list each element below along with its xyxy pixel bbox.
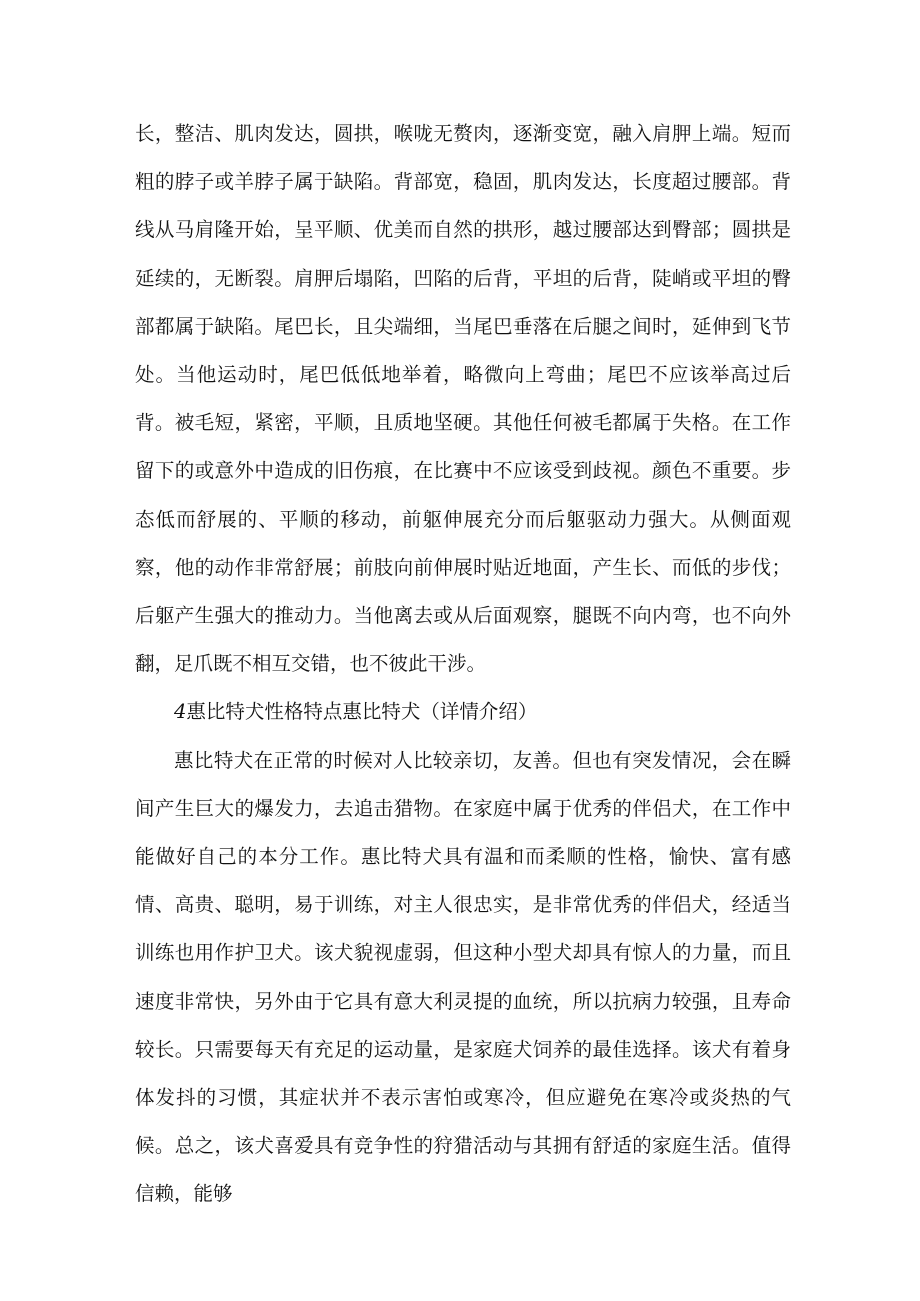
body-paragraph-physical-standard: 长，整洁、肌肉发达，圆拱，喉咙无赘肉，逐渐变宽，融入肩胛上端。短而粗的脖子或羊脖子属于缺陷。背部宽，稳固，肌肉发达，长度超过腰部。背线从马肩隆开始，呈平顺、优美而自然的拱形，越过腰部达到臀部；圆拱是延续的，无断裂。肩胛后塌陷，凹陷的后背，平坦的后背，陡峭或平坦的臀部都属于缺陷。尾巴长，且尖端细，当尾巴垂落在后腿之间时，延伸到飞节处。当他运动时，尾巴低低地举着，略微向上弯曲；尾巴不应该举高过后背。被毛短，紧密，平顺，且质地坚硬。其他任何被毛都属于失格。在工作留下的或意外中造成的旧伤痕，在比赛中不应该受到歧视。颜色不重要。步态低而舒展的、平顺的移动，前躯伸展充分而后躯驱动力强大。从侧面观察，他的动作非常舒展；前肢向前伸展时贴近地面，产生长、而低的步伐；后躯产生强大的推动力。当他离去或从后面观察，腿既不向内弯，也不向外翻，足爪既不相互交错，也不彼此干涉。 — [135, 122, 791, 676]
section-heading — [135, 688, 791, 736]
document-body — [135, 110, 791, 1219]
section-number: 4 — [174, 700, 187, 724]
section-title: 惠比特犬性格特点惠比特犬（详情介绍） — [186, 700, 538, 724]
body-paragraph-temperament: 惠比特犬在正常的时候对人比较亲切，友善。但也有突发情况，会在瞬间产生巨大的爆发力，去追击猎物。在家庭中属于优秀的伴侣犬，在工作中能做好自己的本分工作。惠比特犬具有温和而柔顺的性格，愉快、富有感情、高贵、聪明，易于训练，对主人很忠实，是非常优秀的伴侣犬，经适当训练也用作护卫犬。该犬貌视虚弱，但这种小型犬却具有惊人的力量，而且速度非常快，另外由于它具有意大利灵提的血统，所以抗病力较强，且寿命较长。只需要每天有充足的运动量，是家庭犬饲养的最佳选择。该犬有着身体发抖的习惯，其症状并不表示害怕或寒冷，但应避免在寒冷或炎热的气候。总之，该犬喜爱具有竞争性的狩猎活动与其拥有舒适的家庭生活。值得信赖，能够 — [135, 748, 791, 1206]
